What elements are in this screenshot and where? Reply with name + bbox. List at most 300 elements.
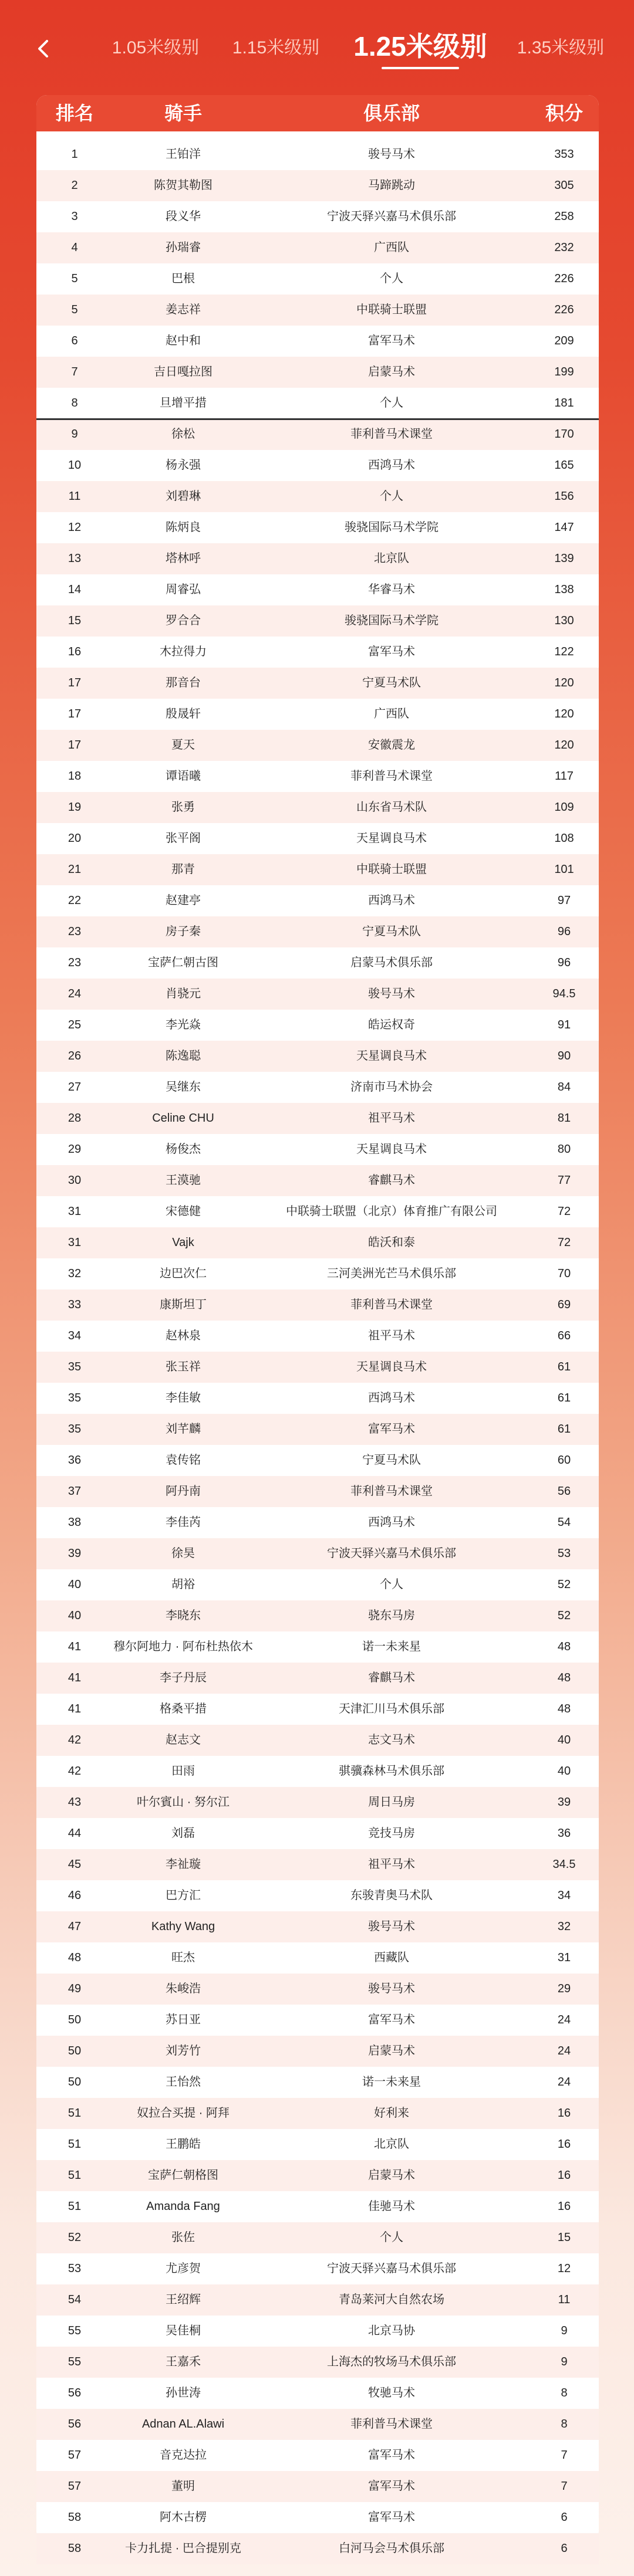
cell-rank: 6 [71,334,78,347]
cell-rank: 8 [71,397,78,409]
cell-rider: 赵中和 [166,334,201,347]
cell-points: 48 [557,1671,571,1684]
cell-club: 广西队 [374,241,409,254]
cell-points: 77 [557,1174,571,1187]
cell-rank: 38 [68,1516,82,1529]
table-row [36,1445,599,1476]
cell-rider: 格桑平措 [160,1702,207,1715]
cell-club: 牧驰马术 [368,2387,415,2399]
cell-points: 39 [557,1796,571,1809]
cell-rider: 孙世涛 [166,2387,201,2399]
cell-rank: 17 [68,739,82,752]
cell-points: 72 [557,1236,571,1249]
cell-rank: 5 [71,272,78,285]
cell-rank: 15 [68,614,82,627]
cell-rank: 29 [68,1143,82,1156]
cell-rider: 宝萨仁朝古图 [148,956,218,969]
cell-points: 122 [554,645,574,658]
cell-rider: 旺杰 [171,1951,195,1964]
cell-rank: 32 [68,1267,82,1280]
cell-points: 94.5 [552,987,576,1000]
cell-club: 西鸿马术 [368,1392,415,1404]
table-row [36,2098,599,2129]
table-row [36,1134,599,1165]
cell-points: 181 [554,397,574,409]
cell-club: 广西队 [374,708,409,720]
cell-rider: 旦增平措 [160,397,207,409]
cell-rank: 56 [68,2418,82,2431]
cell-rider: 房子秦 [166,925,201,938]
cell-points: 156 [554,490,574,503]
cell-rank: 5 [71,303,78,316]
cell-points: 40 [557,1734,571,1746]
cell-rank: 58 [68,2511,82,2524]
cell-points: 139 [554,552,574,565]
top-group-divider [36,418,599,420]
cell-rank: 35 [68,1360,82,1373]
table-row [36,2160,599,2191]
cell-rank: 44 [68,1827,82,1840]
cell-club: 西鸿马术 [368,1516,415,1529]
table-row [36,1072,599,1103]
cell-rank: 51 [68,2138,82,2151]
cell-points: 34 [557,1889,571,1902]
cell-rider: 吉日嘎拉图 [154,365,213,378]
table-row [36,2036,599,2067]
cell-club: 宁夏马术队 [362,676,421,689]
cell-rank: 56 [68,2387,82,2399]
cell-club: 山东省马术队 [356,801,427,814]
cell-club: 中联骑士联盟 [356,303,427,316]
cell-rider: 陈炳良 [166,521,201,534]
table-row [36,2005,599,2036]
cell-rider: 卡力扎提 · 巴合提别克 [125,2542,241,2555]
table-row [36,947,599,979]
cell-rank: 28 [68,1112,82,1125]
cell-rider: 奴拉合买提 · 阿拜 [137,2107,230,2120]
table-row [36,979,599,1010]
table-row [36,1476,599,1507]
cell-rider: 赵林泉 [166,1329,201,1342]
cell-club: 天津汇川马术俱乐部 [339,1702,444,1715]
cell-club: 富军马术 [368,1423,415,1436]
cell-rank: 19 [68,801,82,814]
cell-club: 骏号马术 [368,148,415,161]
table-row [36,1507,599,1538]
cell-rider: 王怡然 [166,2076,201,2088]
cell-points: 9 [561,2355,568,2368]
cell-rank: 30 [68,1174,82,1187]
table-row [36,1756,599,1787]
cell-club: 祖平马术 [368,1329,415,1342]
cell-club: 启蒙马术 [368,2044,415,2057]
cell-rider: 木拉得力 [160,645,207,658]
cell-rider: 苏日亚 [166,2013,201,2026]
table-row [36,139,599,170]
cell-points: 61 [557,1360,571,1373]
cell-points: 16 [557,2200,571,2213]
cell-rider: 李佳芮 [166,1516,201,1529]
header-club: 俱乐部 [363,103,420,124]
cell-club: 菲利普马术课堂 [350,1485,433,1498]
cell-points: 120 [554,676,574,689]
cell-club: 东骏青奥马术队 [350,1889,433,1902]
cell-rank: 34 [68,1329,82,1342]
cell-rank: 3 [71,210,78,223]
cell-club: 菲利普马术课堂 [350,2418,433,2431]
cell-points: 170 [554,428,574,441]
cell-rider: 董明 [171,2480,195,2493]
table-row [36,574,599,605]
cell-rank: 7 [71,365,78,378]
cell-rank: 43 [68,1796,82,1809]
cell-rider: 刘碧琳 [166,490,201,503]
ranking-table [36,95,599,2555]
cell-points: 120 [554,739,574,752]
cell-club: 个人 [380,1578,403,1591]
cell-points: 52 [557,1578,571,1591]
cell-points: 108 [554,832,574,845]
cell-rider: 那青 [171,863,195,876]
cell-rank: 54 [68,2293,82,2306]
cell-points: 40 [557,1765,571,1778]
cell-points: 8 [561,2418,568,2431]
table-row [36,1569,599,1600]
cell-points: 305 [554,179,574,192]
cell-rank: 22 [68,894,82,907]
cell-rider: 张勇 [171,801,195,814]
cell-club: 天星调良马术 [356,1143,427,1156]
table-row [36,1974,599,2005]
cell-rider: 徐昊 [171,1547,195,1560]
cell-club: 启蒙马术 [368,365,415,378]
cell-club: 个人 [380,397,403,409]
cell-club: 皓沃和泰 [368,1236,415,1249]
cell-rider: 穆尔阿地力 · 阿布杜热依木 [113,1640,253,1653]
cell-club: 骏骁国际马术学院 [345,614,439,627]
cell-rank: 41 [68,1671,82,1684]
table-row [36,1289,599,1321]
cell-rank: 11 [68,490,81,503]
cell-rank: 24 [68,987,82,1000]
cell-club: 骏号马术 [368,1920,415,1933]
header-points: 积分 [545,103,583,124]
table-row [36,761,599,792]
cell-rider: 姜志祥 [166,303,201,316]
cell-points: 72 [557,1205,571,1218]
table-row [36,2502,599,2533]
cell-points: 199 [554,365,574,378]
cell-rider: 尤彦贺 [166,2262,201,2275]
table-row [36,2253,599,2284]
table-row [36,1663,599,1694]
cell-club: 宁波天驿兴嘉马术俱乐部 [327,210,456,223]
table-row [36,1321,599,1352]
cell-points: 8 [561,2387,568,2399]
cell-club: 西鸿马术 [368,894,415,907]
cell-rank: 41 [68,1702,82,1715]
cell-rank: 12 [68,521,82,534]
table-row [36,1258,599,1289]
cell-rider: 杨永强 [166,459,201,472]
cell-club: 祖平马术 [368,1112,415,1125]
cell-rank: 57 [68,2449,82,2462]
cell-rider: 赵建亭 [166,894,201,907]
cell-points: 226 [554,303,574,316]
cell-rank: 50 [68,2076,82,2088]
cell-rider: 李光焱 [166,1018,201,1031]
cell-points: 48 [557,1702,571,1715]
cell-club: 马蹄跳动 [368,179,415,192]
cell-rank: 4 [71,241,78,254]
table-row [36,2533,599,2564]
cell-rank: 52 [68,2231,82,2244]
cell-club: 个人 [380,2231,403,2244]
table-row [36,1041,599,1072]
cell-points: 60 [557,1454,571,1467]
cell-rider: 张平阁 [166,832,201,845]
cell-rider: 王嘉禾 [166,2355,201,2368]
table-row [36,1725,599,1756]
cell-points: 84 [557,1081,571,1094]
cell-points: 120 [554,708,574,720]
cell-rank: 58 [68,2542,82,2555]
table-row [36,2316,599,2347]
table-row [36,1600,599,1631]
table-row [36,419,599,450]
cell-rank: 23 [68,956,82,969]
table-row [36,201,599,232]
cell-rider: Vajk [172,1236,194,1249]
cell-club: 骐骥森林马术俱乐部 [339,1765,444,1778]
cell-points: 24 [557,2013,571,2026]
cell-rider: 李晓东 [166,1609,201,1622]
cell-rank: 21 [68,863,82,876]
table-row [36,2067,599,2098]
cell-points: 53 [557,1547,571,1560]
cell-points: 16 [557,2138,571,2151]
cell-club: 西藏队 [374,1951,409,1964]
cell-points: 36 [557,1827,571,1840]
cell-rank: 37 [68,1485,82,1498]
cell-points: 9 [561,2324,568,2337]
cell-rank: 39 [68,1547,82,1560]
cell-rider: Adnan AL.Alawi [141,2418,225,2431]
table-row [36,2284,599,2316]
table-row [36,605,599,637]
cell-club: 北京队 [374,2138,409,2151]
cell-rank: 25 [68,1018,82,1031]
table-row [36,357,599,388]
cell-rank: 51 [68,2107,82,2120]
cell-club: 睿麒马术 [368,1174,415,1187]
cell-points: 7 [561,2480,568,2493]
table-row [36,1694,599,1725]
cell-rank: 35 [68,1423,82,1436]
cell-club: 诺一未来星 [362,1640,421,1653]
cell-points: 69 [557,1298,571,1311]
table-row [36,326,599,357]
cell-rider: 李佳敏 [166,1392,201,1404]
cell-points: 226 [554,272,574,285]
table-row [36,1942,599,1974]
cell-rider: 那音台 [166,676,201,689]
cell-points: 31 [557,1951,571,1964]
cell-points: 54 [557,1516,571,1529]
cell-points: 165 [554,459,574,472]
table-row [36,668,599,699]
table-row [36,1414,599,1445]
cell-points: 81 [557,1112,571,1125]
table-row [36,1849,599,1880]
cell-rank: 46 [68,1889,82,1902]
cell-rider: 孙瑞睿 [166,241,201,254]
header-rider: 骑手 [164,103,202,124]
cell-rider: 李子丹辰 [160,1671,207,1684]
table-row [36,2347,599,2378]
cell-points: 7 [561,2449,568,2462]
cell-rider: 王绍辉 [166,2293,201,2306]
cell-club: 安徽震龙 [368,739,415,752]
cell-rank: 27 [68,1081,82,1094]
cell-rider: 吴继东 [166,1081,201,1094]
cell-rider: 陈贺其勒图 [154,179,213,192]
cell-club: 骁东马房 [368,1609,415,1622]
cell-points: 24 [557,2044,571,2057]
cell-club: 富军马术 [368,645,415,658]
table-row [36,232,599,263]
tab-level-1-15[interactable]: 1.15米级别 [232,38,320,57]
table-row [36,2129,599,2160]
cell-club: 祖平马术 [368,1858,415,1871]
cell-rank: 49 [68,1982,82,1995]
cell-club: 三河美洲光芒马术俱乐部 [327,1267,456,1280]
table-row [36,637,599,668]
cell-rider: Celine CHU [152,1112,214,1125]
table-row [36,512,599,543]
cell-rider: 音克达拉 [160,2449,207,2462]
cell-club: 宁夏马术队 [362,925,421,938]
cell-rank: 57 [68,2480,82,2493]
cell-rank: 20 [68,832,82,845]
cell-rider: 刘芳竹 [166,2044,201,2057]
table-row [36,730,599,761]
cell-points: 138 [554,583,574,596]
cell-rider: 阿木古楞 [160,2511,207,2524]
cell-rider: 肖骁元 [166,987,201,1000]
cell-rank: 23 [68,925,82,938]
cell-club: 宁波天驿兴嘉马术俱乐部 [327,2262,456,2275]
cell-points: 109 [554,801,574,814]
cell-rank: 55 [68,2355,82,2368]
table-row [36,1538,599,1569]
tab-level-1-05[interactable]: 1.05米级别 [112,38,200,57]
cell-rider: 刘芊麟 [166,1423,201,1436]
table-row [36,823,599,854]
table-row [36,1196,599,1227]
cell-club: 菲利普马术课堂 [350,770,433,783]
cell-club: 富军马术 [368,2449,415,2462]
cell-points: 32 [557,1920,571,1933]
tab-level-1-25-label: 1.25米级别 [353,31,487,62]
cell-points: 48 [557,1640,571,1653]
cell-club: 中联骑士联盟 [356,863,427,876]
table-row [36,2409,599,2440]
table-row [36,854,599,885]
cell-rank: 35 [68,1392,82,1404]
cell-club: 西鸿马术 [368,459,415,472]
table-row [36,1227,599,1258]
table-row [36,1010,599,1041]
cell-rank: 42 [68,1765,82,1778]
cell-points: 34.5 [552,1858,576,1871]
back-arrow-icon[interactable] [34,39,54,59]
table-row [36,1103,599,1134]
cell-rank: 50 [68,2013,82,2026]
cell-club: 天星调良马术 [356,1050,427,1062]
tab-level-1-25[interactable] [351,29,490,63]
cell-rank: 13 [68,552,82,565]
cell-club: 骏号马术 [368,1982,415,1995]
table-row [36,543,599,574]
cell-rider: 边巴次仁 [160,1267,207,1280]
active-tab-underline [382,67,459,69]
cell-club: 天星调良马术 [356,832,427,845]
level-nav [0,0,634,94]
table-row [36,916,599,947]
cell-points: 353 [554,148,574,161]
cell-rank: 53 [68,2262,82,2275]
table-row [36,295,599,326]
cell-rider: Amanda Fang [146,2200,220,2213]
cell-rider: 杨俊杰 [166,1143,201,1156]
cell-rank: 55 [68,2324,82,2337]
cell-rider: 罗合合 [166,614,201,627]
cell-rider: 王鹏皓 [166,2138,201,2151]
table-row [36,2378,599,2409]
cell-club: 青岛莱河大自然农场 [339,2293,444,2306]
cell-club: 富军马术 [368,2013,415,2026]
table-row [36,2471,599,2502]
cell-rider: 段义华 [166,210,201,223]
tab-level-1-35[interactable]: 1.35米级别 [517,38,605,57]
cell-rider: 夏天 [171,739,195,752]
cell-club: 富军马术 [368,2511,415,2524]
cell-rider: 袁传铭 [166,1454,201,1467]
cell-rider: 田雨 [171,1765,195,1778]
cell-club: 北京队 [374,552,409,565]
cell-rider: Kathy Wang [151,1920,215,1933]
cell-rider: 刘磊 [171,1827,195,1840]
table-row [36,792,599,823]
table-row [36,1165,599,1196]
cell-points: 61 [557,1423,571,1436]
cell-club: 启蒙马术俱乐部 [350,956,433,969]
table-row [36,2191,599,2222]
cell-points: 91 [557,1018,571,1031]
cell-points: 52 [557,1609,571,1622]
cell-rank: 1 [71,148,78,161]
cell-rider: 赵志文 [166,1734,201,1746]
table-row [36,1352,599,1383]
table-row [36,2222,599,2253]
cell-club: 济南市马术协会 [350,1081,433,1094]
cell-rank: 31 [68,1236,82,1249]
cell-points: 258 [554,210,574,223]
cell-rider: 周睿弘 [166,583,201,596]
cell-club: 富军马术 [368,2480,415,2493]
cell-points: 80 [557,1143,571,1156]
